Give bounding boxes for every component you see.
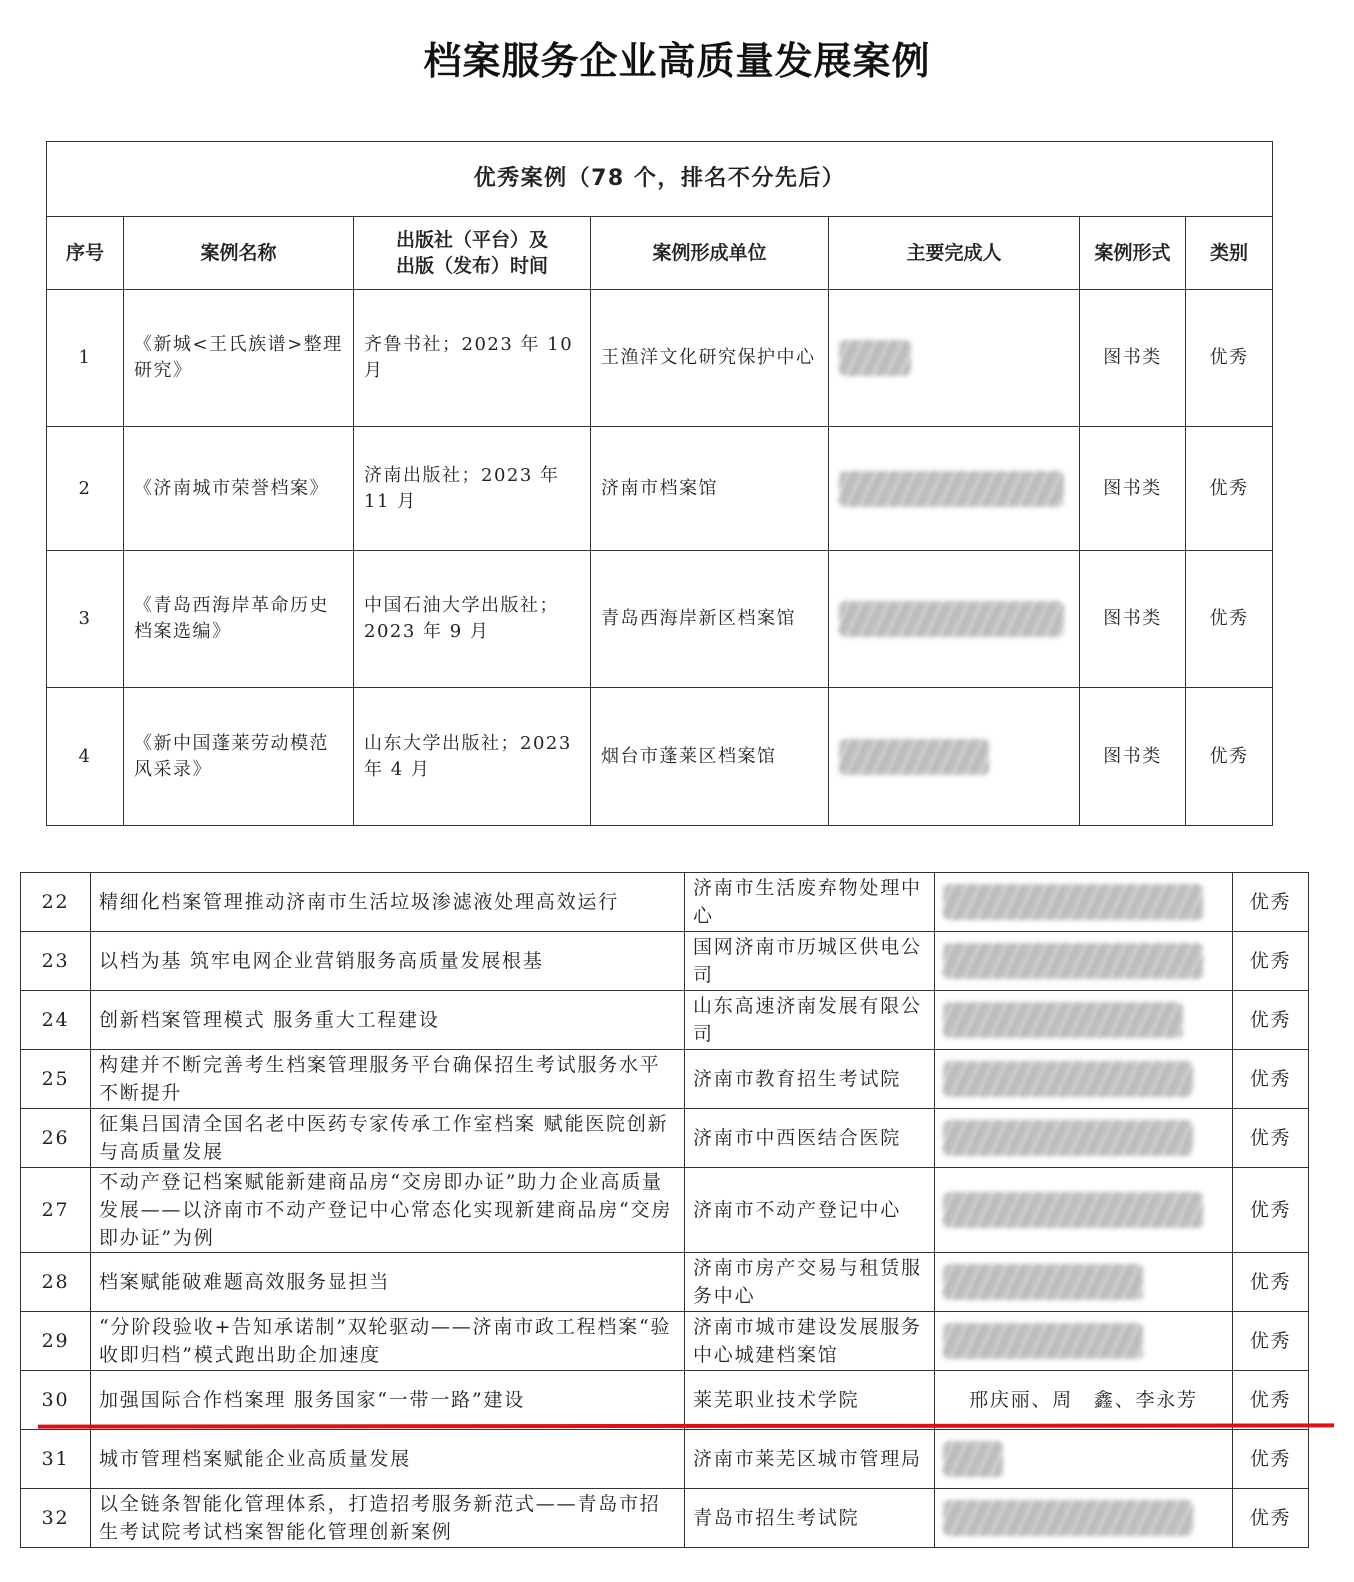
row-no: 30 — [21, 1371, 91, 1430]
row-case-name: 征集吕国清全国名老中医药专家传承工作室档案 赋能医院创新与高质量发展 — [91, 1109, 685, 1168]
row-no: 28 — [21, 1253, 91, 1312]
row-person-redacted — [935, 1253, 1233, 1312]
row-no: 2 — [47, 427, 124, 551]
row-case-name: “分阶段验收+告知承诺制”双轮驱动——济南市政工程档案“验收即归档”模式跑出助企加速度 — [91, 1312, 685, 1371]
row-unit: 济南市中西医结合医院 — [685, 1109, 935, 1168]
row-publisher: 济南出版社；2023 年 11 月 — [354, 427, 591, 551]
row-unit: 济南市档案馆 — [591, 427, 829, 551]
redaction-blur — [839, 601, 1064, 637]
row-category: 优秀 — [1233, 1312, 1309, 1371]
row-no: 1 — [47, 290, 124, 427]
row-person-redacted — [935, 1430, 1233, 1489]
redaction-blur — [839, 340, 911, 376]
row-category: 优秀 — [1233, 1109, 1309, 1168]
row-person-redacted — [829, 688, 1080, 826]
row-case-name: 城市管理档案赋能企业高质量发展 — [91, 1430, 685, 1489]
row-unit: 济南市生活废弃物处理中心 — [685, 873, 935, 932]
table-caption: 优秀案例（78 个，排名不分先后） — [47, 142, 1273, 217]
row-form: 图书类 — [1080, 688, 1186, 826]
row-no: 31 — [21, 1430, 91, 1489]
row-person-redacted — [935, 932, 1233, 991]
row-no: 25 — [21, 1050, 91, 1109]
row-no: 32 — [21, 1489, 91, 1548]
row-person-redacted — [829, 427, 1080, 551]
row-person-redacted — [935, 1109, 1233, 1168]
row-category: 优秀 — [1233, 1050, 1309, 1109]
row-category: 优秀 — [1233, 991, 1309, 1050]
table-row — [21, 873, 1309, 932]
row-unit: 青岛市招生考试院 — [685, 1489, 935, 1548]
row-category: 优秀 — [1186, 551, 1273, 688]
row-form: 图书类 — [1080, 427, 1186, 551]
row-publisher: 山东大学出版社；2023 年 4 月 — [354, 688, 591, 826]
row-case-name: 《新中国蓬莱劳动模范风采录》 — [124, 688, 354, 826]
row-category: 优秀 — [1233, 873, 1309, 932]
row-unit: 莱芜职业技术学院 — [685, 1371, 935, 1430]
redaction-blur — [943, 884, 1203, 920]
excellent-cases-table — [46, 141, 1273, 826]
row-unit: 济南市莱芜区城市管理局 — [685, 1430, 935, 1489]
row-person-redacted — [935, 1050, 1233, 1109]
row-case-name: 以全链条智能化管理体系，打造招考服务新范式——青岛市招生考试院考试档案智能化管理创新案例 — [91, 1489, 685, 1548]
row-person-redacted — [935, 873, 1233, 932]
table-row — [47, 290, 1273, 427]
row-category: 优秀 — [1233, 1168, 1309, 1253]
redaction-blur — [943, 1192, 1203, 1228]
row-unit: 济南市不动产登记中心 — [685, 1168, 935, 1253]
header-form: 案例形式 — [1080, 217, 1186, 290]
redaction-blur — [943, 1441, 1003, 1477]
row-case-name: 构建并不断完善考生档案管理服务平台确保招生考试服务水平不断提升 — [91, 1050, 685, 1109]
table-row — [47, 427, 1273, 551]
header-case-name: 案例名称 — [124, 217, 354, 290]
table-row — [47, 551, 1273, 688]
redaction-blur — [943, 1500, 1193, 1536]
redaction-blur — [839, 471, 1064, 507]
header-no: 序号 — [47, 217, 124, 290]
row-case-name: 加强国际合作档案理 服务国家“一带一路”建设 — [91, 1371, 685, 1430]
redaction-blur — [943, 943, 1203, 979]
row-unit: 青岛西海岸新区档案馆 — [591, 551, 829, 688]
header-unit: 案例形成单位 — [591, 217, 829, 290]
table-row — [47, 688, 1273, 826]
row-unit: 济南市教育招生考试院 — [685, 1050, 935, 1109]
row-case-name: 创新档案管理模式 服务重大工程建设 — [91, 991, 685, 1050]
row-no: 4 — [47, 688, 124, 826]
redaction-blur — [943, 1061, 1193, 1097]
row-no: 27 — [21, 1168, 91, 1253]
row-form: 图书类 — [1080, 290, 1186, 427]
row-category: 优秀 — [1186, 427, 1273, 551]
row-unit: 王渔洋文化研究保护中心 — [591, 290, 829, 427]
redaction-blur — [943, 1002, 1183, 1038]
row-category: 优秀 — [1233, 1489, 1309, 1548]
table-row — [21, 1109, 1309, 1168]
table-header-row — [47, 217, 1273, 290]
row-case-name: 《济南城市荣誉档案》 — [124, 427, 354, 551]
row-person-redacted — [935, 1168, 1233, 1253]
table-row — [21, 1253, 1309, 1312]
redaction-blur — [943, 1264, 1143, 1300]
table-row — [21, 1312, 1309, 1371]
row-category: 优秀 — [1233, 1253, 1309, 1312]
row-person-redacted — [935, 991, 1233, 1050]
table-row — [21, 1050, 1309, 1109]
redaction-blur — [839, 739, 989, 775]
row-person: 邢庆丽、周 鑫、李永芳 — [935, 1371, 1233, 1430]
row-no: 24 — [21, 991, 91, 1050]
page-title: 档案服务企业高质量发展案例 — [423, 39, 931, 83]
row-person-redacted — [935, 1312, 1233, 1371]
row-no: 23 — [21, 932, 91, 991]
row-category: 优秀 — [1186, 290, 1273, 427]
table-row-highlighted — [21, 1371, 1309, 1430]
row-unit: 济南市房产交易与租赁服务中心 — [685, 1253, 935, 1312]
row-case-name: 《新城<王氏族谱>整理研究》 — [124, 290, 354, 427]
row-case-name: 不动产登记档案赋能新建商品房“交房即办证”助力企业高质量发展——以济南市不动产登记中心常态化实现新建商品房“交房即办证”为例 — [91, 1168, 685, 1253]
table-row — [21, 1168, 1309, 1253]
row-person-redacted — [935, 1489, 1233, 1548]
row-case-name: 精细化档案管理推动济南市生活垃圾渗滤液处理高效运行 — [91, 873, 685, 932]
table-row — [21, 1489, 1309, 1548]
row-category: 优秀 — [1233, 1371, 1309, 1430]
row-publisher: 齐鲁书社；2023 年 10 月 — [354, 290, 591, 427]
redaction-blur — [943, 1323, 1143, 1359]
row-publisher: 中国石油大学出版社；2023 年 9 月 — [354, 551, 591, 688]
row-person-redacted — [829, 551, 1080, 688]
header-person: 主要完成人 — [829, 217, 1080, 290]
table-row — [21, 1430, 1309, 1489]
row-category: 优秀 — [1186, 688, 1273, 826]
table-row — [21, 932, 1309, 991]
row-unit: 烟台市蓬莱区档案馆 — [591, 688, 829, 826]
row-no: 29 — [21, 1312, 91, 1371]
row-form: 图书类 — [1080, 551, 1186, 688]
cases-continued-table — [20, 872, 1309, 1548]
row-case-name: 档案赋能破难题高效服务显担当 — [91, 1253, 685, 1312]
row-no: 3 — [47, 551, 124, 688]
row-unit: 山东高速济南发展有限公司 — [685, 991, 935, 1050]
row-case-name: 《青岛西海岸革命历史档案选编》 — [124, 551, 354, 688]
header-publisher: 出版社（平台）及 出版（发布）时间 — [354, 217, 591, 290]
row-no: 22 — [21, 873, 91, 932]
row-case-name: 以档为基 筑牢电网企业营销服务高质量发展根基 — [91, 932, 685, 991]
row-unit: 济南市城市建设发展服务中心城建档案馆 — [685, 1312, 935, 1371]
table-row — [21, 991, 1309, 1050]
header-category: 类别 — [1186, 217, 1273, 290]
row-category: 优秀 — [1233, 1430, 1309, 1489]
row-unit: 国网济南市历城区供电公司 — [685, 932, 935, 991]
redaction-blur — [943, 1120, 1193, 1156]
row-category: 优秀 — [1233, 932, 1309, 991]
row-person-redacted — [829, 290, 1080, 427]
row-no: 26 — [21, 1109, 91, 1168]
